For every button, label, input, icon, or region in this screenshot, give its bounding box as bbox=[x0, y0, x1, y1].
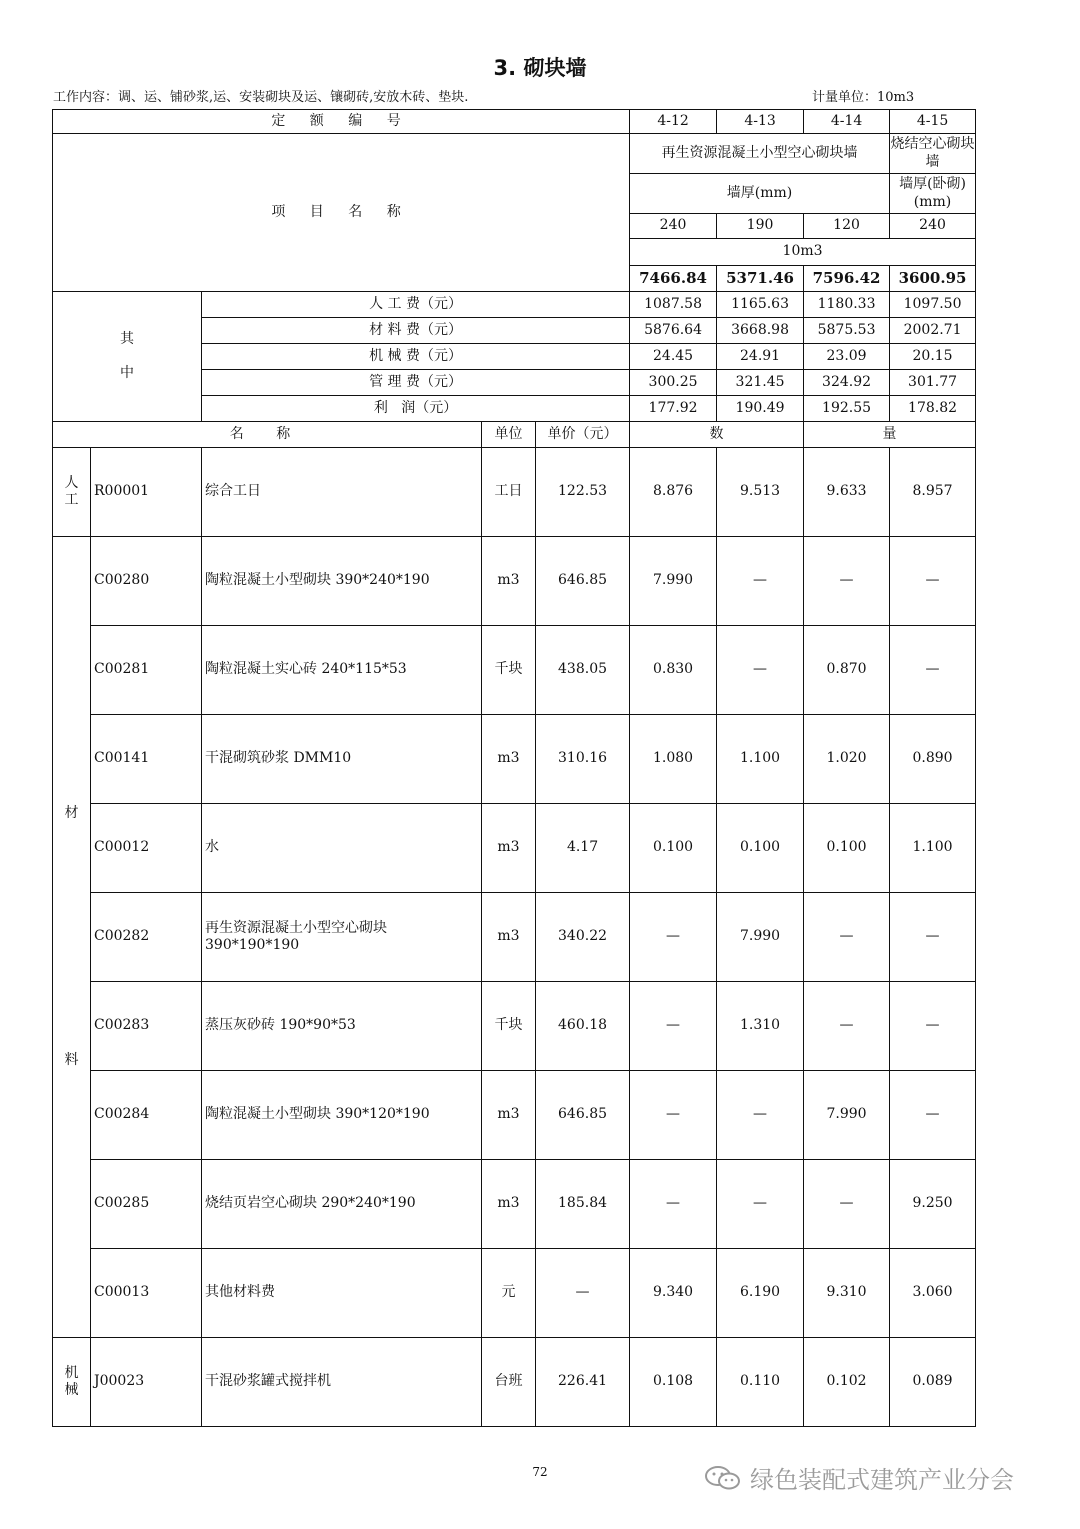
quantity: 1.100 bbox=[717, 715, 804, 804]
quantity: 7.990 bbox=[630, 537, 717, 626]
quantity: 0.890 bbox=[890, 715, 976, 804]
resource-unit: 千块 bbox=[482, 982, 536, 1071]
cost-value: 1165.63 bbox=[717, 292, 804, 318]
quantity: — bbox=[890, 893, 976, 982]
quantity: — bbox=[630, 982, 717, 1071]
cost-value: 24.91 bbox=[717, 344, 804, 370]
resource-name-line: 再生资源混凝土小型空心砌块 bbox=[205, 919, 387, 936]
column-qty-header-left: 数 bbox=[630, 422, 804, 448]
cost-value: 321.45 bbox=[717, 370, 804, 396]
cost-value: 23.09 bbox=[804, 344, 890, 370]
quantity: — bbox=[717, 537, 804, 626]
resource-name: 干混砂浆罐式搅拌机 bbox=[202, 1338, 482, 1427]
unit-price: 310.16 bbox=[536, 715, 630, 804]
column-name-header: 名 称 bbox=[53, 422, 482, 448]
column-qty-header-right: 量 bbox=[804, 422, 976, 448]
table-row bbox=[53, 1160, 976, 1249]
quantity: — bbox=[630, 1071, 717, 1160]
cost-value: 300.25 bbox=[630, 370, 717, 396]
quantity: — bbox=[804, 1160, 890, 1249]
cost-label: 利 润（元） bbox=[202, 396, 630, 422]
table-row bbox=[53, 893, 976, 982]
resource-unit: 台班 bbox=[482, 1338, 536, 1427]
quantity: 9.250 bbox=[890, 1160, 976, 1249]
unit-price: 646.85 bbox=[536, 1071, 630, 1160]
page-title: 3. 砌块墙 bbox=[493, 56, 587, 80]
quantity: 0.110 bbox=[717, 1338, 804, 1427]
category-char: 人 bbox=[64, 474, 79, 491]
cost-value: 2002.71 bbox=[890, 318, 976, 344]
quantity: 9.310 bbox=[804, 1249, 890, 1338]
resource-code: C00284 bbox=[91, 1071, 202, 1160]
cost-value: 301.77 bbox=[890, 370, 976, 396]
table-row bbox=[53, 715, 976, 804]
category-material bbox=[53, 537, 91, 1338]
resource-unit: 工日 bbox=[482, 448, 536, 537]
cost-value: 3668.98 bbox=[717, 318, 804, 344]
resource-unit: m3 bbox=[482, 804, 536, 893]
resource-code: C00141 bbox=[91, 715, 202, 804]
resource-unit: m3 bbox=[482, 537, 536, 626]
cost-label: 管 理 费（元） bbox=[202, 370, 630, 396]
table-row bbox=[53, 537, 976, 626]
quantity: 9.633 bbox=[804, 448, 890, 537]
quantity: 3.060 bbox=[890, 1249, 976, 1338]
unit-price: 4.17 bbox=[536, 804, 630, 893]
quantity: — bbox=[890, 1071, 976, 1160]
unit-price: 646.85 bbox=[536, 537, 630, 626]
quota-code-label: 定 额 编 号 bbox=[53, 110, 630, 134]
table-row bbox=[53, 1071, 976, 1160]
category-char: 工 bbox=[64, 492, 79, 508]
cost-value: 192.55 bbox=[804, 396, 890, 422]
resource-name: 水 bbox=[202, 804, 482, 893]
cost-value: 24.45 bbox=[630, 344, 717, 370]
table-row bbox=[53, 804, 976, 893]
cost-value: 177.92 bbox=[630, 396, 717, 422]
quantity: 7.990 bbox=[804, 1071, 890, 1160]
cost-value: 190.49 bbox=[717, 396, 804, 422]
quantity: 9.340 bbox=[630, 1249, 717, 1338]
quantity: — bbox=[717, 626, 804, 715]
category-char: 机 bbox=[64, 1364, 79, 1381]
cost-value: 5875.53 bbox=[804, 318, 890, 344]
quantity: 1.310 bbox=[717, 982, 804, 1071]
of-which-char: 其 bbox=[120, 331, 134, 347]
quantity: 0.100 bbox=[717, 804, 804, 893]
quantity: — bbox=[804, 982, 890, 1071]
quota-code: 4-14 bbox=[804, 110, 890, 134]
base-price: 3600.95 bbox=[890, 266, 976, 292]
quantity: 0.100 bbox=[630, 804, 717, 893]
cost-value: 324.92 bbox=[804, 370, 890, 396]
quantity: 9.513 bbox=[717, 448, 804, 537]
thickness-value: 240 bbox=[630, 214, 717, 239]
base-price: 7596.42 bbox=[804, 266, 890, 292]
resource-code: J00023 bbox=[91, 1338, 202, 1427]
quantity: — bbox=[890, 982, 976, 1071]
resource-unit: m3 bbox=[482, 1160, 536, 1249]
category-machine bbox=[53, 1338, 91, 1427]
table-row bbox=[53, 1338, 976, 1427]
watermark-text: 绿色装配式建筑产业分会 bbox=[750, 1466, 1014, 1494]
work-content: 工作内容：调、运、铺砂浆,运、安装砌块及运、镶砌砖,安放木砖、垫块. bbox=[53, 90, 469, 105]
resource-name: 蒸压灰砂砖 190*90*53 bbox=[202, 982, 482, 1071]
unit-price: — bbox=[536, 1249, 630, 1338]
resource-unit: m3 bbox=[482, 1071, 536, 1160]
cost-value: 5876.64 bbox=[630, 318, 717, 344]
cost-label: 机 械 费（元） bbox=[202, 344, 630, 370]
unit-price: 226.41 bbox=[536, 1338, 630, 1427]
resource-code: C00013 bbox=[91, 1249, 202, 1338]
quantity: 0.830 bbox=[630, 626, 717, 715]
quantity: 0.100 bbox=[804, 804, 890, 893]
resource-name: 综合工日 bbox=[202, 448, 482, 537]
column-unit-header: 单位 bbox=[482, 422, 536, 448]
quota-code: 4-15 bbox=[890, 110, 976, 134]
cost-value: 1087.58 bbox=[630, 292, 717, 318]
of-which-char: 中 bbox=[120, 364, 134, 381]
quantity: — bbox=[890, 626, 976, 715]
quantity: — bbox=[890, 537, 976, 626]
resource-name: 干混砌筑砂浆 DMM10 bbox=[202, 715, 482, 804]
resource-name: 其他材料费 bbox=[202, 1249, 482, 1338]
quantity: 0.089 bbox=[890, 1338, 976, 1427]
resource-name bbox=[202, 893, 482, 982]
quantity: 6.190 bbox=[717, 1249, 804, 1338]
cost-value: 1097.50 bbox=[890, 292, 976, 318]
quantity: — bbox=[804, 537, 890, 626]
thickness-value: 190 bbox=[717, 214, 804, 239]
thickness-label: 墙厚(mm) bbox=[630, 174, 890, 214]
of-which-label bbox=[53, 292, 202, 422]
wall-type-fired: 烧结空心砌块墙 bbox=[890, 134, 976, 174]
cost-value: 1180.33 bbox=[804, 292, 890, 318]
unit-price: 185.84 bbox=[536, 1160, 630, 1249]
quantity: 8.876 bbox=[630, 448, 717, 537]
resource-code: C00012 bbox=[91, 804, 202, 893]
measure-unit: 计量单位：10m3 bbox=[812, 90, 915, 105]
quantity: 1.080 bbox=[630, 715, 717, 804]
column-price-header: 单价（元） bbox=[536, 422, 630, 448]
wall-type-recycled: 再生资源混凝土小型空心砌块墙 bbox=[630, 134, 890, 174]
table-row bbox=[53, 448, 976, 537]
resource-unit: 元 bbox=[482, 1249, 536, 1338]
resource-name: 陶粒混凝土小型砌块 390*120*190 bbox=[202, 1071, 482, 1160]
quantity: — bbox=[630, 1160, 717, 1249]
quantity: 0.102 bbox=[804, 1338, 890, 1427]
quantity: — bbox=[804, 893, 890, 982]
category-char: 料 bbox=[64, 1052, 79, 1068]
table-row bbox=[53, 626, 976, 715]
quantity: — bbox=[630, 893, 717, 982]
resource-code: C00281 bbox=[91, 626, 202, 715]
quota-code: 4-12 bbox=[630, 110, 717, 134]
resource-unit: m3 bbox=[482, 715, 536, 804]
quota-table bbox=[52, 109, 976, 1427]
table-row bbox=[53, 982, 976, 1071]
resource-name: 陶粒混凝土小型砌块 390*240*190 bbox=[202, 537, 482, 626]
quantity: 0.108 bbox=[630, 1338, 717, 1427]
resource-name: 陶粒混凝土实心砖 240*115*53 bbox=[202, 626, 482, 715]
category-char: 材 bbox=[64, 804, 79, 821]
unit-price: 438.05 bbox=[536, 626, 630, 715]
resource-name: 烧结页岩空心砌块 290*240*190 bbox=[202, 1160, 482, 1249]
cost-value: 20.15 bbox=[890, 344, 976, 370]
cost-label: 人 工 费（元） bbox=[202, 292, 630, 318]
thickness-value: 120 bbox=[804, 214, 890, 239]
resource-code: C00283 bbox=[91, 982, 202, 1071]
unit-price: 122.53 bbox=[536, 448, 630, 537]
resource-name-line: 390*190*190 bbox=[205, 937, 300, 953]
quantity: 1.100 bbox=[890, 804, 976, 893]
quantity: 1.020 bbox=[804, 715, 890, 804]
item-name-label: 项 目 名 称 bbox=[53, 134, 630, 292]
unit-price: 340.22 bbox=[536, 893, 630, 982]
unit-price: 460.18 bbox=[536, 982, 630, 1071]
resource-unit: m3 bbox=[482, 893, 536, 982]
quantity: 0.870 bbox=[804, 626, 890, 715]
resource-code: C00285 bbox=[91, 1160, 202, 1249]
category-labor bbox=[53, 448, 91, 537]
thickness-label-flat: 墙厚(卧砌)(mm) bbox=[890, 174, 976, 214]
resource-code: C00280 bbox=[91, 537, 202, 626]
resource-code: C00282 bbox=[91, 893, 202, 982]
category-char: 械 bbox=[64, 1382, 79, 1398]
unit-10m3: 10m3 bbox=[630, 239, 976, 266]
resource-code: R00001 bbox=[91, 448, 202, 537]
cost-label: 材 料 费（元） bbox=[202, 318, 630, 344]
quantity: 8.957 bbox=[890, 448, 976, 537]
page-number: 72 bbox=[532, 1465, 548, 1479]
resource-unit: 千块 bbox=[482, 626, 536, 715]
cost-value: 178.82 bbox=[890, 396, 976, 422]
watermark bbox=[704, 1460, 1014, 1495]
quantity: — bbox=[717, 1160, 804, 1249]
quota-code: 4-13 bbox=[717, 110, 804, 134]
wechat-icon bbox=[704, 1465, 742, 1491]
quantity: 7.990 bbox=[717, 893, 804, 982]
quantity: — bbox=[717, 1071, 804, 1160]
base-price: 5371.46 bbox=[717, 266, 804, 292]
base-price: 7466.84 bbox=[630, 266, 717, 292]
thickness-value: 240 bbox=[890, 214, 976, 239]
table-row bbox=[53, 1249, 976, 1338]
